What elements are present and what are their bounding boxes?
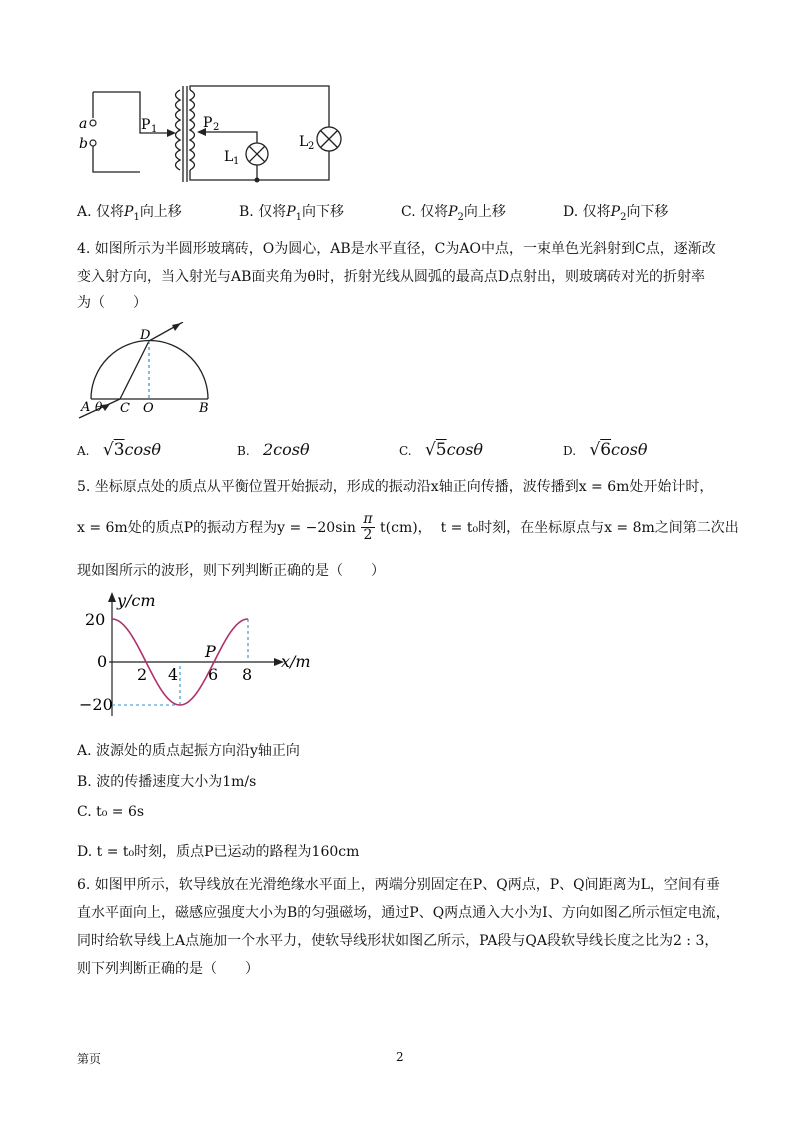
q3-option-c: C. 仅将$P_2$向上移 — [401, 204, 506, 223]
point-a-label: A — [81, 400, 91, 415]
x-tick-2: 2 — [137, 665, 148, 684]
y-axis-label: y/cm — [117, 591, 156, 610]
l2-sub: 2 — [308, 141, 315, 152]
q5-option-a: A. 波源处的质点起振方向沿y轴正向 — [77, 743, 300, 759]
point-p-label: P — [205, 642, 216, 661]
q3-option-d: D. 仅将$P_2$向下移 — [563, 204, 669, 223]
q6-text-line4: 则下列判断正确的是（ ） — [77, 961, 259, 977]
q6-text-line1: 6. 如图甲所示，软导线放在光滑绝缘水平面上，两端分别固定在P、Q两点，P、Q间距离为L，空间有垂 — [77, 877, 720, 893]
q4-text-line1: 4. 如图所示为半圆形玻璃砖，O为圆心，AB是水平直径，C为AO中点，一束单色光斜射到C点，逐渐改 — [77, 241, 716, 257]
theta-label: θ — [95, 400, 103, 414]
y-axis-arrow — [108, 592, 116, 602]
p1-sub: 1 — [151, 124, 158, 135]
page-number: 2 — [396, 1050, 404, 1064]
point-o-label: O — [143, 401, 154, 416]
q4-option-d: D. √6cosθ — [563, 440, 648, 460]
p2-label: P — [203, 115, 213, 131]
transformer-circuit-figure — [77, 80, 367, 190]
q6-text-line2: 直水平面向上，磁感应强度大小为B的匀强磁场，通过P、Q两点通入大小为I、方向如图乙所示恒定电流， — [77, 905, 730, 921]
y-tick-0: 0 — [97, 652, 108, 671]
point-b-label: B — [199, 401, 209, 416]
q4-option-c: C. √5cosθ — [399, 440, 484, 460]
q5-text-line2: x = 6m处的质点P的振动方程为y = −20sin $\frac{\pi}{2}$ t(cm)， t = t₀时刻，在坐标原点与x = 8m之间第二次出 — [77, 511, 739, 544]
q4-text-line3: 为（ ） — [77, 295, 147, 311]
q5-text-line1: 5. 坐标原点处的质点从平衡位置开始振动，形成的振动沿x轴正向传播，波传播到x = 6m处开始计时， — [77, 479, 714, 495]
l1-label: L — [224, 149, 234, 165]
x-tick-8: 8 — [242, 665, 253, 684]
terminal-b-label: b — [79, 136, 88, 152]
q6-text-line3: 同时给软导线上A点施加一个水平力，使软导线形状如图乙所示，PA段与QA段软导线长度之比为2 : 3， — [77, 933, 719, 949]
wave-graph — [77, 588, 347, 723]
p2-sub: 2 — [213, 122, 220, 133]
point-c-label: C — [120, 401, 130, 416]
l2-label: L — [299, 134, 309, 150]
semicircle-glass-figure — [77, 322, 237, 422]
q5-option-b: B. 波的传播速度大小为1m/s — [77, 774, 257, 790]
y-tick-20: 20 — [85, 610, 106, 629]
p1-label: P — [141, 117, 151, 133]
q5-option-d: D. t = t₀时刻，质点P已运动的路程为160cm — [77, 844, 360, 860]
q5-text-line3: 现如图所示的波形，则下列判断正确的是（ ） — [77, 563, 385, 579]
x-tick-6: 6 — [208, 665, 219, 684]
x-tick-4: 4 — [168, 665, 179, 684]
l1-sub: 1 — [233, 156, 240, 167]
x-axis-label: x/m — [281, 652, 311, 671]
point-d-label: D — [140, 328, 151, 343]
q3-option-b: B. 仅将$P_1$向下移 — [239, 204, 344, 223]
terminal-a-label: a — [79, 116, 88, 132]
q5-option-c: C. t₀ = 6s — [77, 804, 145, 820]
q3-option-a: A. 仅将$P_1$向上移 — [77, 204, 182, 223]
footer-left-label: 第页 — [77, 1052, 102, 1066]
y-tick-neg20: −20 — [79, 695, 113, 714]
q4-text-line2: 变入射方向，当入射光与AB面夹角为θ时，折射光线从圆弧的最高点D点射出，则玻璃砖对光的折射率 — [77, 269, 706, 285]
q4-option-a: A. √3cosθ — [77, 440, 161, 460]
q4-option-b: B. 2cosθ — [237, 440, 310, 459]
